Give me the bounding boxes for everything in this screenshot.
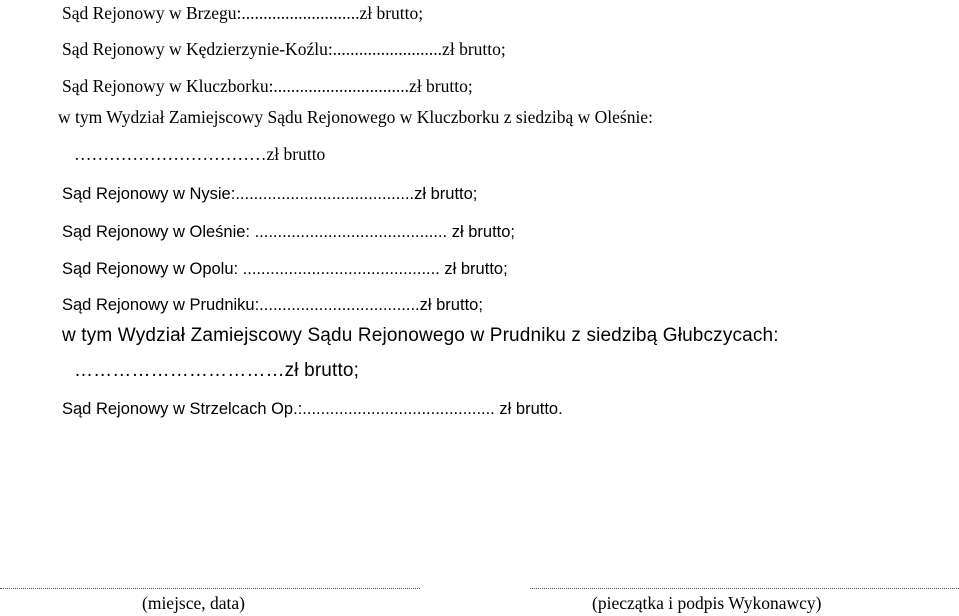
line-prudnik: Sąd Rejonowy w Prudniku:...................................zł brutto; [62, 296, 483, 314]
line-prudnik-branch: w tym Wydział Zamiejscowy Sądu Rejonowego w Prudniku z siedzibą Głubczycach: [62, 325, 779, 346]
line-strzelce: Sąd Rejonowy w Strzelcach Op.:.......................................... zł brutto. [62, 400, 563, 418]
stamp-signature-caption: (pieczątka i podpis Wykonawcy) [592, 593, 822, 613]
line-olesno: Sąd Rejonowy w Oleśnie: .......................................... zł brutto; [62, 223, 515, 241]
place-date-caption: (miejsce, data) [142, 593, 246, 613]
stamp-signature-dotted-line [530, 588, 959, 589]
line-kluczbork-branch-amount: ……………………………zł brutto [74, 144, 326, 164]
line-kedzierzyn-kozle: Sąd Rejonowy w Kędzierzynie-Koźlu:.........................zł brutto; [62, 39, 506, 59]
line-prudnik-branch-amount: ……………………………zł brutto; [74, 360, 360, 381]
place-date-dotted-line [0, 588, 420, 589]
line-opole: Sąd Rejonowy w Opolu: ........................................... zł brutto; [62, 260, 508, 278]
line-kluczbork-branch: w tym Wydział Zamiejscowy Sądu Rejonowego w Kluczborku z siedzibą w Oleśnie: [58, 107, 653, 127]
line-kluczbork: Sąd Rejonowy w Kluczborku:...............................zł brutto; [62, 76, 473, 96]
line-brzeg: Sąd Rejonowy w Brzegu:...........................zł brutto; [62, 3, 424, 23]
line-nysa: Sąd Rejonowy w Nysie:.......................................zł brutto; [62, 185, 478, 203]
